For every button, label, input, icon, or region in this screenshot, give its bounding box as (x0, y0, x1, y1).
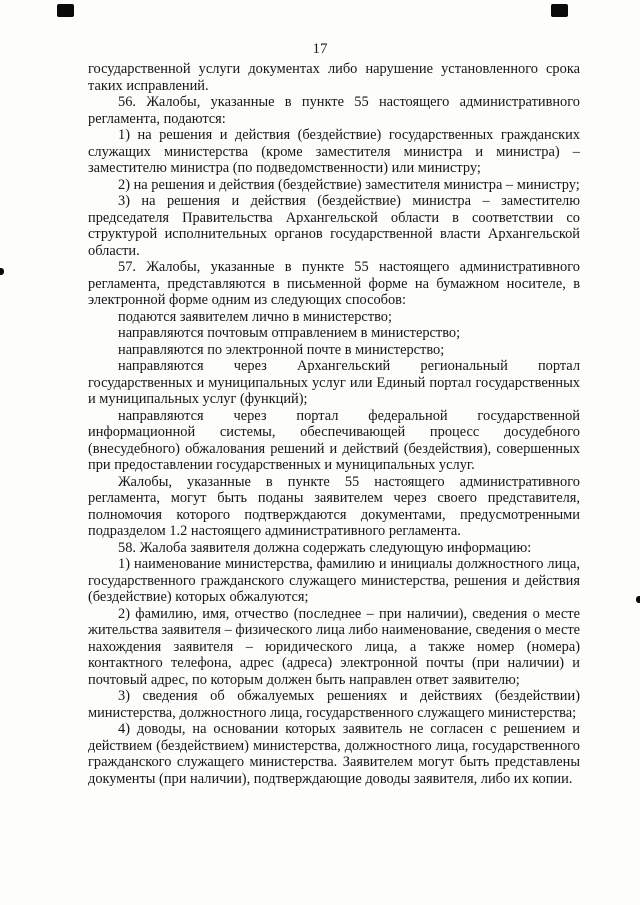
paragraph: 57. Жалобы, указанные в пункте 55 настоящего административного регламента, представляются в письменной форме на бумажном носителе, в электронной форме одним из следующих способов: (88, 259, 580, 308)
scan-artifact-right-edge (636, 596, 640, 603)
paragraph: направляются по электронной почте в министерство; (118, 341, 445, 358)
paragraph: 58. Жалоба заявителя должна содержать следующую информацию: (118, 539, 532, 556)
paragraph: 2) на решения и действия (бездействие) заместителя министра – министру; (118, 176, 580, 193)
paragraph: 4) доводы, на основании которых заявитель не согласен с решением и действием (бездействием) министерства, должностного лица, государственного гражданского служащего министерства. Заявителем могут быть представлены документы (при наличии), подтверждающие доводы заявителя, либо их копии. (88, 721, 580, 787)
paragraph: 3) на решения и действия (бездействие) министра – заместителю председателя Правительства Архангельской области в соответствии со структурой исполнительных органов государственной власти Архангельской области. (88, 193, 580, 259)
paragraph: 2) фамилию, имя, отчество (последнее – при наличии), сведения о месте жительства заявителя – физического лица либо наименование, сведения о месте нахождения заявителя – юридического лица, а также номер (номера) контактного телефона, адрес (адреса) электронной почты (при наличии) и почтовый адрес, по которым должен быть направлен ответ заявителю; (88, 605, 581, 688)
paragraph: государственной услуги документах либо нарушение установленного срока таких исправлений. (88, 61, 580, 94)
paragraph: подаются заявителем лично в министерство; (118, 308, 392, 325)
paragraph: 3) сведения об обжалуемых решениях и действиях (бездействии) министерства, должностного лица, государственного служащего министерства; (88, 688, 580, 721)
paragraph: 56. Жалобы, указанные в пункте 55 настоящего административного регламента, подаются: (88, 94, 580, 127)
paragraph: направляются почтовым отправлением в министерство; (118, 325, 461, 341)
paragraph: Жалобы, указанные в пункте 55 настоящего административного регламента, могут быть поданы заявителем через своего представителя, полномочия которого подтверждаются документами, предусмотренными подразделом 1.2 настоящего административного регламента. (88, 473, 580, 539)
document-body (88, 61, 580, 787)
paragraph: 1) на решения и действия (бездействие) государственных гражданских служащих министерства (кроме заместителя министра и министра) – заместителю министра (по подведомственности) или министру; (88, 127, 580, 176)
scan-artifact-top-right (551, 4, 568, 17)
scan-artifact-top-left (57, 4, 74, 17)
paragraph: 1) наименование министерства, фамилию и инициалы должностного лица, государственного гражданского служащего министерства, решения и действия (бездействие) которых обжалуются; (88, 556, 580, 605)
scan-artifact-left-edge (0, 268, 4, 275)
paragraph: направляются через портал федеральной государственной информационной системы, обеспечивающей процесс досудебного (внесудебного) обжалования решений и действий (бездействия), совершенных при предоставлении государственных и муниципальных услуг. (88, 407, 580, 473)
page-number: 17 (312, 41, 328, 57)
paragraph: направляются через Архангельский региональный портал государственных и муниципальных услуг или Единый портал государственных и муниципальных услуг (функций); (88, 358, 580, 407)
